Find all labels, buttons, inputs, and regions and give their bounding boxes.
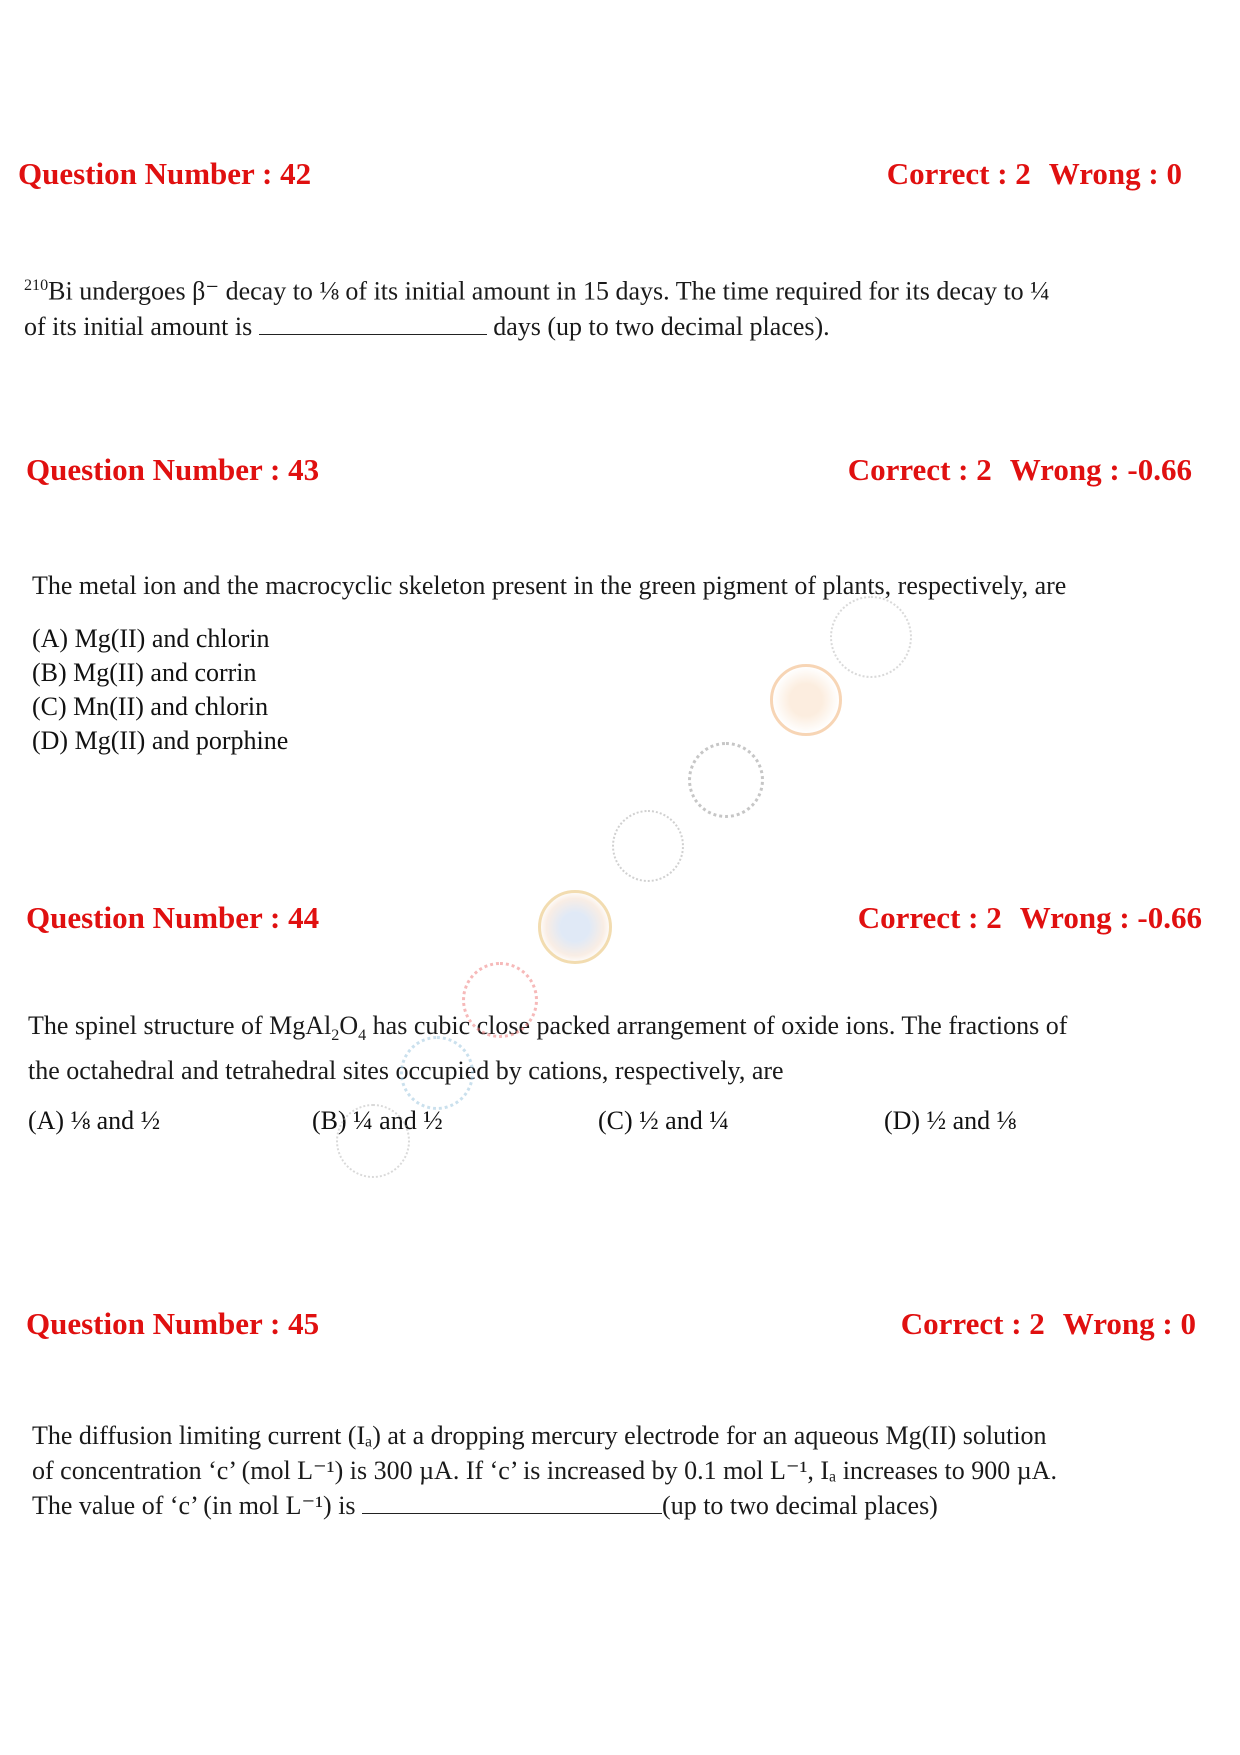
- wrong-marks: Wrong : -0.66: [1019, 900, 1202, 935]
- answer-blank: [259, 312, 487, 335]
- q44-line-1b: has cubic close packed arrangement of oxide ions. The fractions of: [366, 1011, 1068, 1040]
- question-text-44: [28, 1008, 1218, 1088]
- q44-line-1: [28, 1008, 1218, 1053]
- watermark-seal-icon: [770, 664, 842, 736]
- q45-line-2: of concentration ‘c’ (mol L⁻¹) is 300 µA. If ‘c’ is increased by 0.1 mol L⁻¹, Iₐ increases to 900 µA.: [32, 1456, 1057, 1485]
- score-44: [858, 900, 1202, 936]
- options-43: [32, 622, 288, 758]
- answer-blank: [362, 1491, 662, 1514]
- score-42: [887, 156, 1182, 192]
- question-number-44: Question Number : 44: [26, 900, 320, 935]
- q45-line-3b: (up to two decimal places): [662, 1491, 938, 1520]
- q44-line-2: the octahedral and tetrahedral sites occupied by cations, respectively, are: [28, 1056, 784, 1086]
- correct-marks: Correct : 2: [847, 452, 992, 487]
- score-45: [901, 1306, 1196, 1342]
- q42-line-1-text: Bi undergoes β⁻ decay to ⅛ of its initial amount in 15 days. The time required for its decay to ¼: [48, 276, 1050, 306]
- wrong-marks: Wrong : 0: [1062, 1306, 1196, 1341]
- option-b[interactable]: (B) Mg(II) and corrin: [32, 658, 257, 687]
- watermark-seal-icon: [538, 890, 612, 964]
- option-a[interactable]: (A) Mg(II) and chlorin: [32, 624, 270, 653]
- q44-line-1-mid: O: [339, 1011, 359, 1040]
- option-d[interactable]: (D) ½ and ⅛: [884, 1106, 1017, 1135]
- isotope-mass: 210: [24, 277, 49, 294]
- watermark-seal-icon: [830, 596, 912, 678]
- option-c[interactable]: (C) ½ and ¼: [598, 1106, 729, 1135]
- question-number-45: Question Number : 45: [26, 1306, 320, 1341]
- score-43: [848, 452, 1192, 488]
- question-text-42: [24, 268, 1204, 344]
- option-c[interactable]: (C) Mn(II) and chlorin: [32, 692, 269, 721]
- q45-line-3: [32, 1488, 1222, 1523]
- option-a[interactable]: (A) ⅛ and ½: [28, 1106, 161, 1135]
- option-b[interactable]: (B) ¼ and ½: [312, 1106, 443, 1135]
- q45-line-1: The diffusion limiting current (Iₐ) at a dropping mercury electrode for an aqueous Mg(II) solution: [32, 1421, 1047, 1450]
- watermark-seal-icon: [462, 962, 538, 1038]
- correct-marks: Correct : 2: [900, 1306, 1045, 1341]
- correct-marks: Correct : 2: [857, 900, 1002, 935]
- q42-line-2b: days (up to two decimal places).: [493, 311, 830, 341]
- question-text-45: [32, 1418, 1222, 1523]
- wrong-marks: Wrong : -0.66: [1009, 452, 1192, 487]
- q42-line-2a: of its initial amount is: [24, 311, 253, 341]
- subscript: 4: [358, 1027, 367, 1045]
- question-text-43: [32, 568, 1222, 603]
- question-number-43: Question Number : 43: [26, 452, 320, 487]
- q43-line-1: The metal ion and the macrocyclic skeleton present in the green pigment of plants, respectively, are: [32, 571, 1067, 600]
- watermark-seal-icon: [336, 1104, 410, 1178]
- q45-line-3a: The value of ‘c’ (in mol L⁻¹) is: [32, 1491, 356, 1520]
- correct-marks: Correct : 2: [886, 156, 1031, 191]
- q42-line-2: [24, 309, 1204, 344]
- watermark-seal-icon: [688, 742, 764, 818]
- q44-line-1a: The spinel structure of MgAl: [28, 1011, 332, 1040]
- subscript: 2: [331, 1027, 340, 1045]
- question-number-42: Question Number : 42: [18, 156, 312, 191]
- q42-line-1: [24, 268, 1204, 309]
- watermark-seal-icon: [400, 1036, 474, 1110]
- watermark-seal-icon: [612, 810, 684, 882]
- wrong-marks: Wrong : 0: [1048, 156, 1182, 191]
- options-44: [28, 1104, 1208, 1140]
- option-d[interactable]: (D) Mg(II) and porphine: [32, 726, 289, 755]
